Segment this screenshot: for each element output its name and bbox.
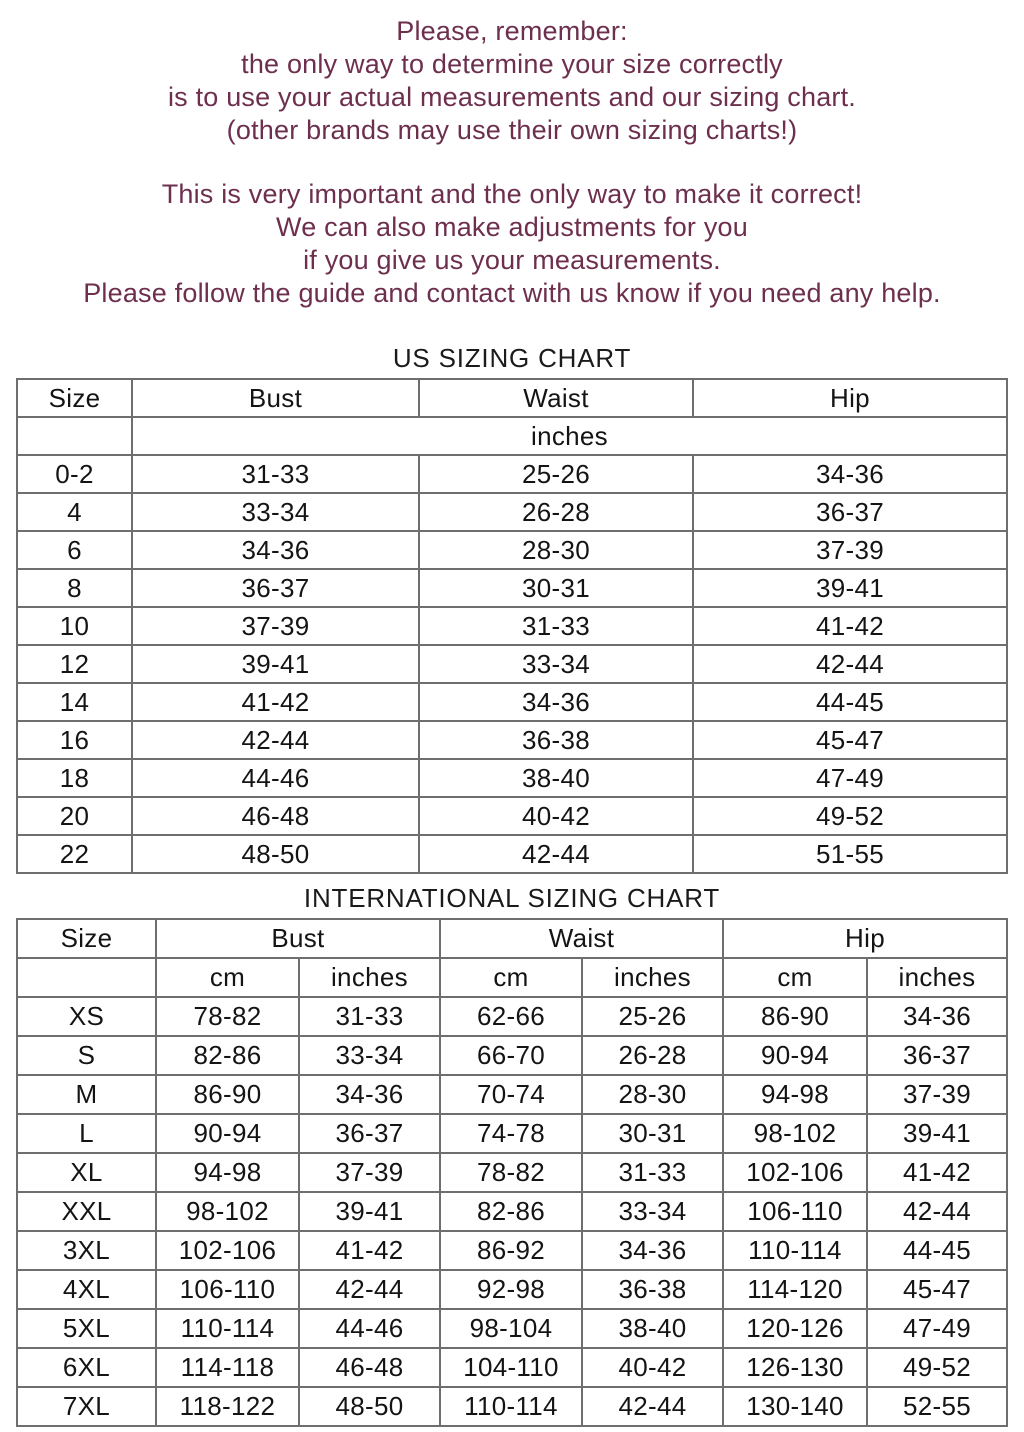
measurement-cell: 45-47 <box>867 1270 1007 1309</box>
measurement-cell: 46-48 <box>299 1348 440 1387</box>
size-cell: XL <box>17 1153 156 1192</box>
measurement-cell: 114-118 <box>156 1348 299 1387</box>
measurement-cell: 37-39 <box>867 1075 1007 1114</box>
column-header-bust: Bust <box>132 379 419 417</box>
measurement-cell: 44-45 <box>693 683 1007 721</box>
measurement-cell: 31-33 <box>299 997 440 1036</box>
measurement-cell: 30-31 <box>582 1114 723 1153</box>
size-cell: M <box>17 1075 156 1114</box>
table-row <box>17 1348 1007 1387</box>
measurement-cell: 44-46 <box>299 1309 440 1348</box>
measurement-cell: 98-102 <box>156 1192 299 1231</box>
measurement-cell: 102-106 <box>723 1153 867 1192</box>
size-cell: 14 <box>17 683 132 721</box>
unit-cell: inches <box>132 417 1007 455</box>
intro-paragraph-2 <box>0 178 1024 310</box>
measurement-cell: 49-52 <box>867 1348 1007 1387</box>
unit-cell-hip-in: inches <box>867 958 1007 997</box>
measurement-cell: 31-33 <box>419 607 693 645</box>
intro-line: Please, remember: <box>396 16 628 46</box>
measurement-cell: 94-98 <box>723 1075 867 1114</box>
measurement-cell: 34-36 <box>299 1075 440 1114</box>
measurement-cell: 74-78 <box>440 1114 582 1153</box>
measurement-cell: 82-86 <box>156 1036 299 1075</box>
measurement-cell: 40-42 <box>419 797 693 835</box>
size-cell: 20 <box>17 797 132 835</box>
measurement-cell: 40-42 <box>582 1348 723 1387</box>
measurement-cell: 98-102 <box>723 1114 867 1153</box>
measurement-cell: 34-36 <box>582 1231 723 1270</box>
measurement-cell: 34-36 <box>132 531 419 569</box>
table-row <box>17 1114 1007 1153</box>
measurement-cell: 86-90 <box>723 997 867 1036</box>
table-row <box>17 759 1007 797</box>
measurement-cell: 37-39 <box>299 1153 440 1192</box>
measurement-cell: 42-44 <box>419 835 693 873</box>
intl-unit-row <box>17 958 1007 997</box>
size-cell: 8 <box>17 569 132 607</box>
measurement-cell: 36-37 <box>867 1036 1007 1075</box>
measurement-cell: 25-26 <box>582 997 723 1036</box>
column-header-bust: Bust <box>156 919 440 958</box>
measurement-cell: 130-140 <box>723 1387 867 1426</box>
measurement-cell: 34-36 <box>419 683 693 721</box>
measurement-cell: 114-120 <box>723 1270 867 1309</box>
measurement-cell: 36-37 <box>132 569 419 607</box>
measurement-cell: 31-33 <box>132 455 419 493</box>
size-cell: 0-2 <box>17 455 132 493</box>
table-row <box>17 1270 1007 1309</box>
measurement-cell: 78-82 <box>440 1153 582 1192</box>
table-row <box>17 1192 1007 1231</box>
table-row <box>17 1075 1007 1114</box>
measurement-cell: 41-42 <box>299 1231 440 1270</box>
table-row <box>17 1309 1007 1348</box>
measurement-cell: 78-82 <box>156 997 299 1036</box>
measurement-cell: 44-46 <box>132 759 419 797</box>
measurement-cell: 106-110 <box>156 1270 299 1309</box>
measurement-cell: 39-41 <box>867 1114 1007 1153</box>
measurement-cell: 104-110 <box>440 1348 582 1387</box>
unit-cell-hip-cm: cm <box>723 958 867 997</box>
measurement-cell: 118-122 <box>156 1387 299 1426</box>
table-row <box>17 455 1007 493</box>
measurement-cell: 44-45 <box>867 1231 1007 1270</box>
us-sizing-table <box>16 378 1008 874</box>
unit-cell-waist-cm: cm <box>440 958 582 997</box>
measurement-cell: 36-37 <box>693 493 1007 531</box>
measurement-cell: 62-66 <box>440 997 582 1036</box>
measurement-cell: 42-44 <box>132 721 419 759</box>
measurement-cell: 52-55 <box>867 1387 1007 1426</box>
measurement-cell: 47-49 <box>867 1309 1007 1348</box>
measurement-cell: 70-74 <box>440 1075 582 1114</box>
measurement-cell: 48-50 <box>299 1387 440 1426</box>
intro-line: Please follow the guide and contact with us know if you need any help. <box>83 278 941 308</box>
table-row <box>17 569 1007 607</box>
us-table-body <box>17 455 1007 873</box>
column-header-waist: Waist <box>419 379 693 417</box>
column-header-size: Size <box>17 379 132 417</box>
us-unit-row <box>17 417 1007 455</box>
column-header-waist: Waist <box>440 919 723 958</box>
empty-cell <box>17 958 156 997</box>
measurement-cell: 36-37 <box>299 1114 440 1153</box>
measurement-cell: 92-98 <box>440 1270 582 1309</box>
size-cell: 16 <box>17 721 132 759</box>
measurement-cell: 31-33 <box>582 1153 723 1192</box>
measurement-cell: 33-34 <box>419 645 693 683</box>
measurement-cell: 98-104 <box>440 1309 582 1348</box>
measurement-cell: 51-55 <box>693 835 1007 873</box>
international-sizing-table <box>16 918 1008 1427</box>
measurement-cell: 26-28 <box>582 1036 723 1075</box>
size-cell: 6XL <box>17 1348 156 1387</box>
intl-chart-title: INTERNATIONAL SIZING CHART <box>303 883 721 913</box>
unit-cell-bust-in: inches <box>299 958 440 997</box>
measurement-cell: 38-40 <box>582 1309 723 1348</box>
measurement-cell: 42-44 <box>867 1192 1007 1231</box>
table-row <box>17 607 1007 645</box>
measurement-cell: 33-34 <box>132 493 419 531</box>
measurement-cell: 34-36 <box>867 997 1007 1036</box>
intro-line: This is very important and the only way to make it correct! <box>161 179 863 209</box>
size-cell: S <box>17 1036 156 1075</box>
measurement-cell: 106-110 <box>723 1192 867 1231</box>
table-row <box>17 1153 1007 1192</box>
table-row <box>17 1231 1007 1270</box>
measurement-cell: 37-39 <box>132 607 419 645</box>
size-cell: L <box>17 1114 156 1153</box>
measurement-cell: 94-98 <box>156 1153 299 1192</box>
measurement-cell: 47-49 <box>693 759 1007 797</box>
measurement-cell: 82-86 <box>440 1192 582 1231</box>
intl-table-body <box>17 997 1007 1426</box>
size-cell: XS <box>17 997 156 1036</box>
size-cell: 6 <box>17 531 132 569</box>
measurement-cell: 41-42 <box>867 1153 1007 1192</box>
size-cell: 10 <box>17 607 132 645</box>
measurement-cell: 66-70 <box>440 1036 582 1075</box>
measurement-cell: 46-48 <box>132 797 419 835</box>
measurement-cell: 110-114 <box>440 1387 582 1426</box>
measurement-cell: 42-44 <box>299 1270 440 1309</box>
measurement-cell: 33-34 <box>582 1192 723 1231</box>
size-cell: 4XL <box>17 1270 156 1309</box>
measurement-cell: 36-38 <box>582 1270 723 1309</box>
column-header-hip: Hip <box>693 379 1007 417</box>
measurement-cell: 41-42 <box>132 683 419 721</box>
measurement-cell: 26-28 <box>419 493 693 531</box>
measurement-cell: 45-47 <box>693 721 1007 759</box>
us-chart-title: US SIZING CHART <box>392 343 632 373</box>
size-cell: 22 <box>17 835 132 873</box>
table-row <box>17 683 1007 721</box>
measurement-cell: 41-42 <box>693 607 1007 645</box>
measurement-cell: 37-39 <box>693 531 1007 569</box>
measurement-cell: 28-30 <box>419 531 693 569</box>
table-row <box>17 835 1007 873</box>
table-row <box>17 531 1007 569</box>
measurement-cell: 102-106 <box>156 1231 299 1270</box>
measurement-cell: 39-41 <box>299 1192 440 1231</box>
measurement-cell: 33-34 <box>299 1036 440 1075</box>
table-row <box>17 721 1007 759</box>
column-header-size: Size <box>17 919 156 958</box>
unit-cell-bust-cm: cm <box>156 958 299 997</box>
measurement-cell: 39-41 <box>132 645 419 683</box>
intro-paragraph-1 <box>0 15 1024 147</box>
measurement-cell: 86-92 <box>440 1231 582 1270</box>
measurement-cell: 49-52 <box>693 797 1007 835</box>
size-cell: 7XL <box>17 1387 156 1426</box>
measurement-cell: 110-114 <box>723 1231 867 1270</box>
size-cell: XXL <box>17 1192 156 1231</box>
measurement-cell: 110-114 <box>156 1309 299 1348</box>
intl-header-row <box>17 919 1007 958</box>
table-row <box>17 1036 1007 1075</box>
measurement-cell: 36-38 <box>419 721 693 759</box>
measurement-cell: 90-94 <box>156 1114 299 1153</box>
measurement-cell: 120-126 <box>723 1309 867 1348</box>
size-cell: 5XL <box>17 1309 156 1348</box>
size-cell: 18 <box>17 759 132 797</box>
table-row <box>17 493 1007 531</box>
intro-line: is to use your actual measurements and our sizing chart. <box>167 82 857 112</box>
measurement-cell: 48-50 <box>132 835 419 873</box>
unit-cell-waist-in: inches <box>582 958 723 997</box>
table-row <box>17 797 1007 835</box>
intro-line: if you give us your measurements. <box>303 245 721 275</box>
measurement-cell: 28-30 <box>582 1075 723 1114</box>
measurement-cell: 90-94 <box>723 1036 867 1075</box>
column-header-hip: Hip <box>723 919 1007 958</box>
intro-line: We can also make adjustments for you <box>276 212 748 242</box>
size-cell: 4 <box>17 493 132 531</box>
intro-line: the only way to determine your size correctly <box>241 49 783 79</box>
size-cell: 3XL <box>17 1231 156 1270</box>
measurement-cell: 39-41 <box>693 569 1007 607</box>
intro-line: (other brands may use their own sizing charts!) <box>226 115 798 145</box>
table-row <box>17 645 1007 683</box>
intro-text-block <box>0 0 1024 310</box>
measurement-cell: 42-44 <box>582 1387 723 1426</box>
measurement-cell: 34-36 <box>693 455 1007 493</box>
us-header-row <box>17 379 1007 417</box>
measurement-cell: 42-44 <box>693 645 1007 683</box>
measurement-cell: 126-130 <box>723 1348 867 1387</box>
measurement-cell: 86-90 <box>156 1075 299 1114</box>
measurement-cell: 38-40 <box>419 759 693 797</box>
size-cell: 12 <box>17 645 132 683</box>
empty-cell <box>17 417 132 455</box>
table-row <box>17 997 1007 1036</box>
measurement-cell: 25-26 <box>419 455 693 493</box>
measurement-cell: 30-31 <box>419 569 693 607</box>
table-row <box>17 1387 1007 1426</box>
